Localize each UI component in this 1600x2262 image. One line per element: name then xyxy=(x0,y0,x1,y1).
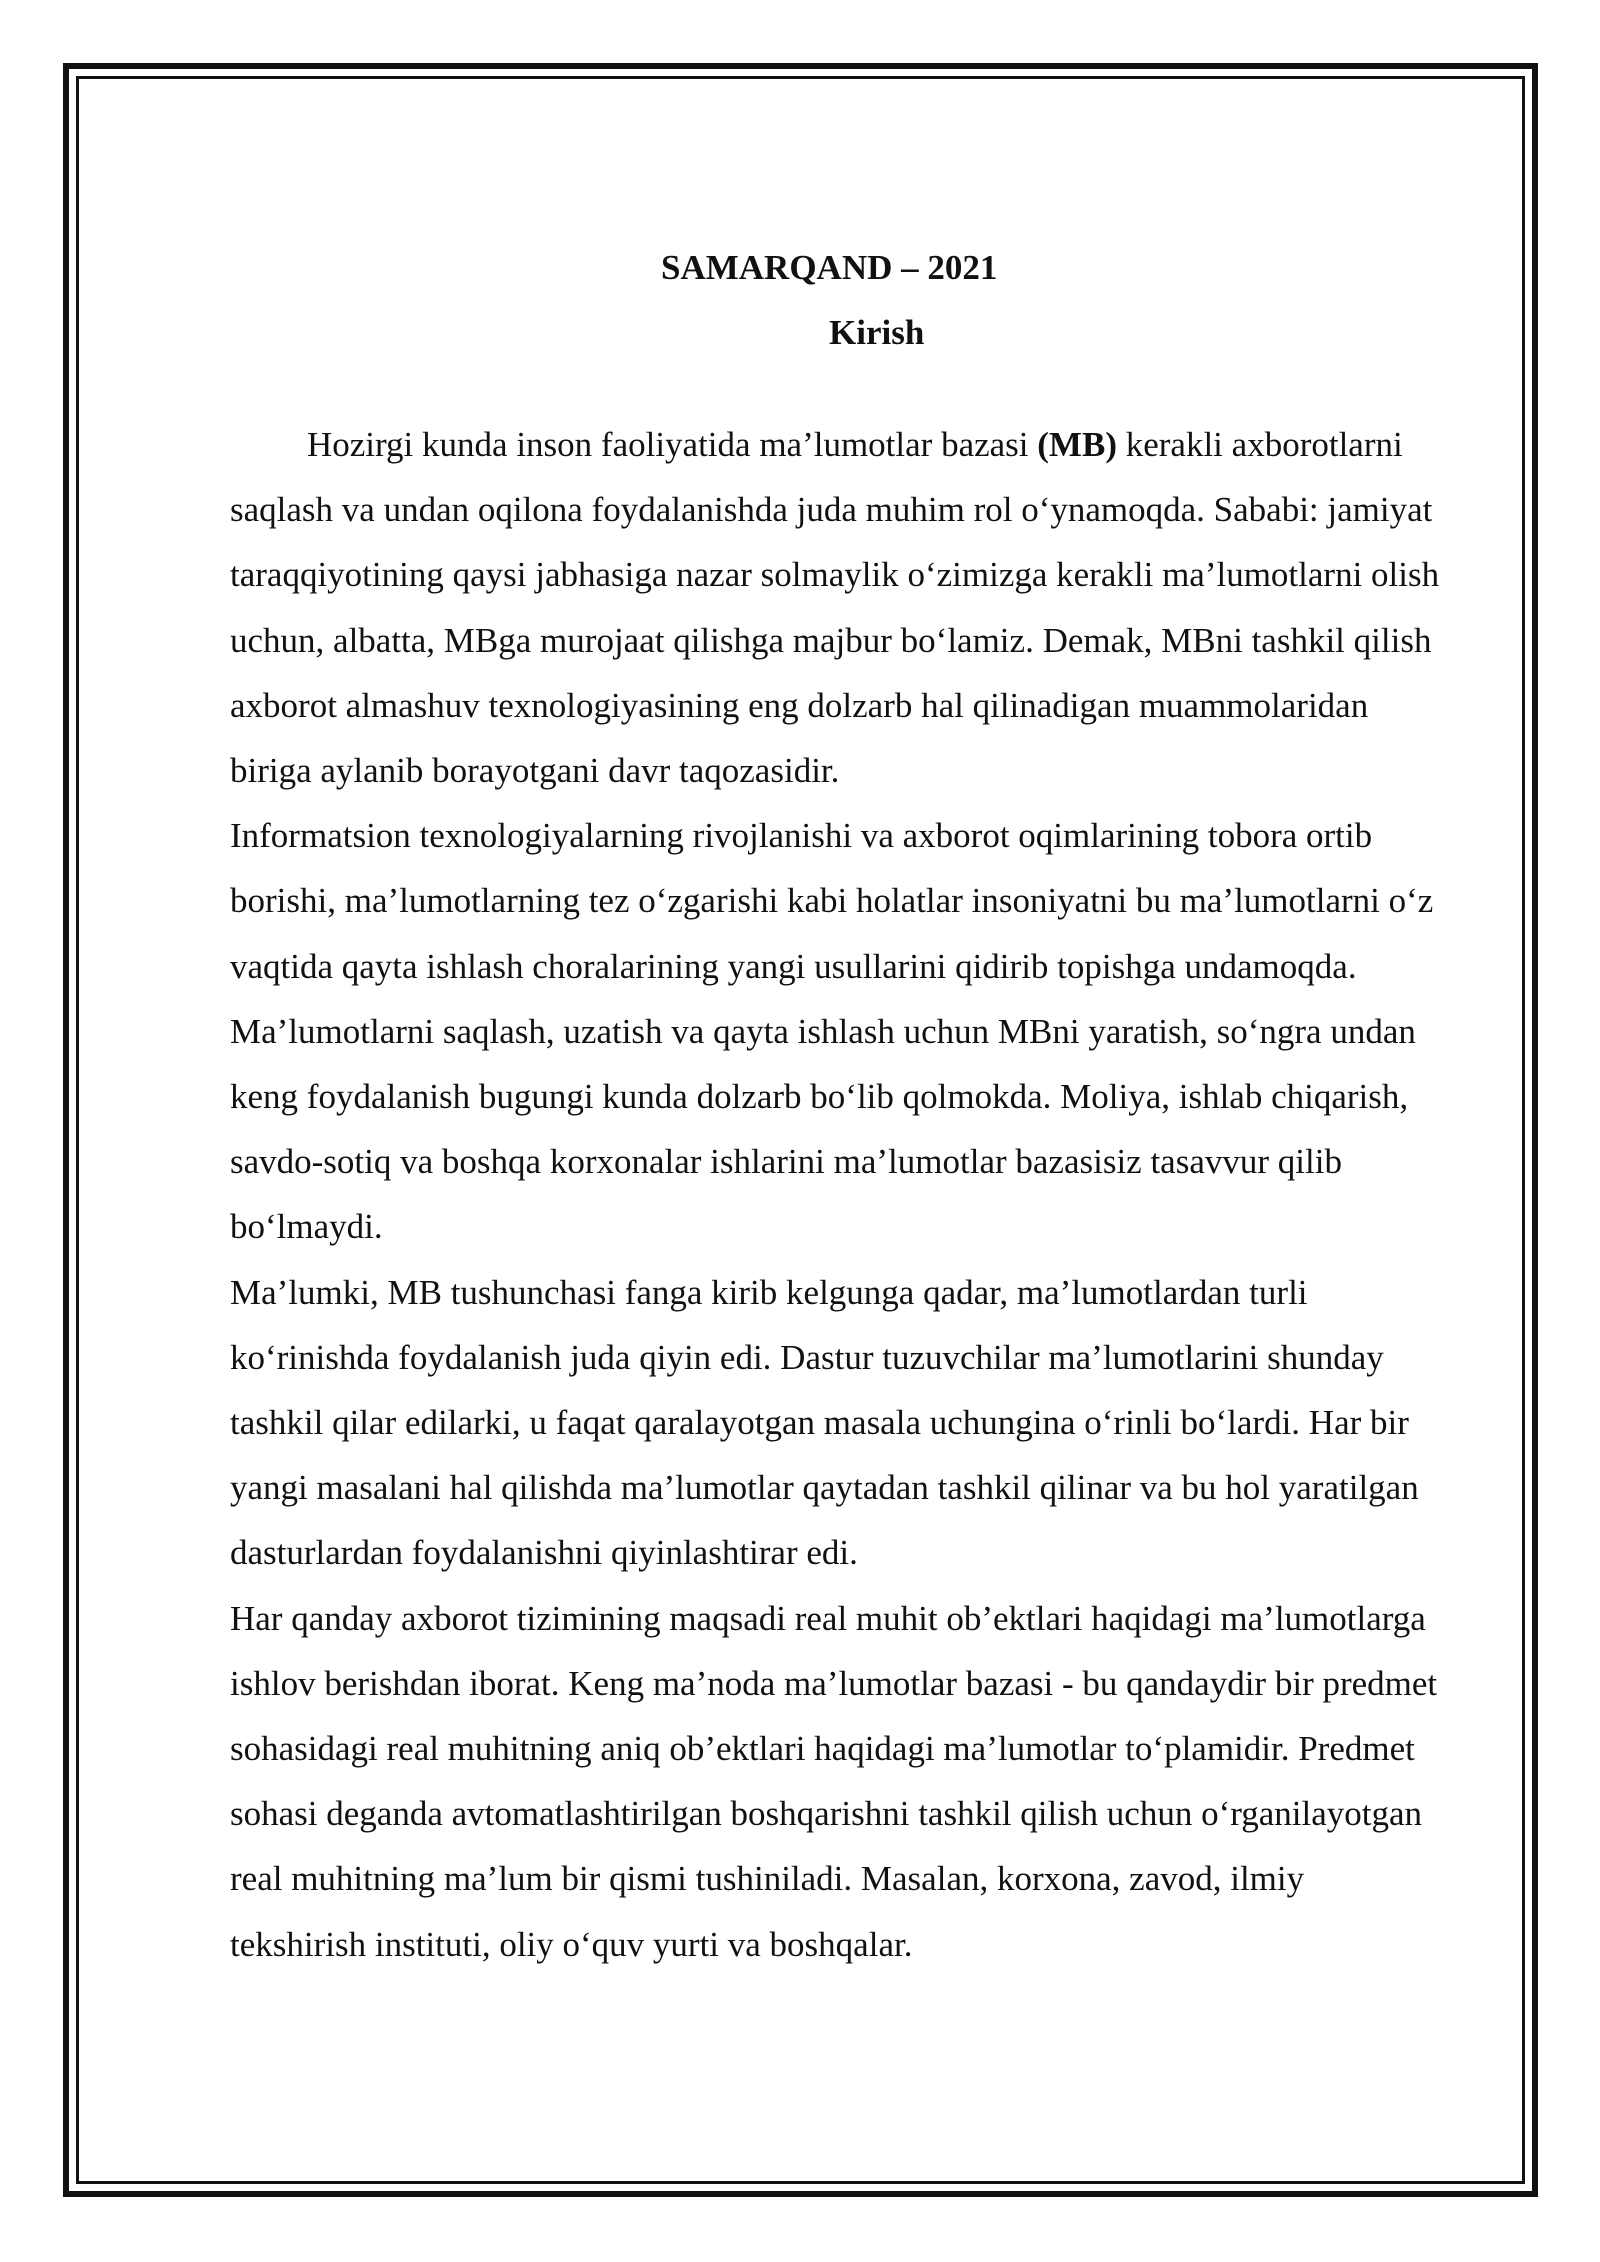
mb-abbreviation: (MB) xyxy=(1037,425,1117,464)
paragraph-malumki: Ma’lumki, MB tushunchasi fanga kirib kelgunga qadar, ma’lumotlardan turli ko‘rinishda foydalanish juda qiyin edi. Dastur tuzuvchilar ma’lumotlarini shunday tashkil qilar edilarki, u faqat qaralayotgan masala uchungina o‘rinli bo‘lardi. Har bir yangi masalani hal qilishda ma’lumotlar qaytadan tashkil qilinar va bu hol yaratilgan dasturlardan foydalanishni qiyinlashtirar edi. xyxy=(230,1272,1419,1573)
intro-text-end: kerakli axborotlarni saqlash va undan oqilona foydalanishda juda muhim rol o‘ynamoqda. Sababi: jamiyat taraqqiyotining qaysi jabhasiga nazar solmaylik o‘zimizga kerakli ma’lumotlarni olish uchun, albatta, MBga murojaat qilishga majbur bo‘lamiz. Demak, MBni tashkil qilish axborot almashuv texnologiyasining eng dolzarb hal qilinadigan muammolaridan biriga aylanib borayotgani davr taqozasidir. xyxy=(230,425,1440,791)
paragraph-axborot-tizimi: Har qanday axborot tizimining maqsadi real muhit ob’ektlari haqidagi ma’lumotlarga ishlov berishdan iborat. Keng ma’noda ma’lumotlar bazasi - bu qandaydir bir predmet sohasidagi real muhitning aniq ob’ektlari haqidagi ma’lumotlar to‘plamidir. Predmet sohasi deganda avtomatlashtirilgan boshqarishni tashkil qilish uchun o‘rganilayotgan real muhitning ma’lum bir qismi tushiniladi. Masalan, korxona, zavod, ilmiy tekshirish instituti, oliy o‘quv yurti va boshqalar. xyxy=(230,1598,1438,1964)
city-year-heading: SAMARQAND – 2021 xyxy=(661,248,998,287)
paragraph-informatsion: Informatsion texnologiyalarning rivojlanishi va axborot oqimlarining tobora ortib borishi, ma’lumotlarning tez o‘zgarishi kabi holatlar insoniyatni bu ma’lumotlarni o‘z vaqtida qayta ishlash choralarining yangi usullarini qidirib topishga undamoqda. Ma’lumotlarni saqlash, uzatish va qayta ishlash uchun MBni yaratish, so‘ngra undan keng foydalanish bugungi kunda dolzarb bo‘lib qolmokda. Moliya, ishlab chiqarish, savdo-sotiq va boshqa korxonalar ishlarini ma’lumotlar bazasisiz tasavvur qilib bo‘lmaydi. xyxy=(230,816,1434,1247)
intro-paragraph xyxy=(230,412,1445,803)
section-title: Kirish xyxy=(829,313,925,352)
intro-text-start: Hozirgi kunda inson faoliyatida ma’lumotlar bazasi xyxy=(307,425,1038,464)
document-body xyxy=(230,412,1445,1977)
